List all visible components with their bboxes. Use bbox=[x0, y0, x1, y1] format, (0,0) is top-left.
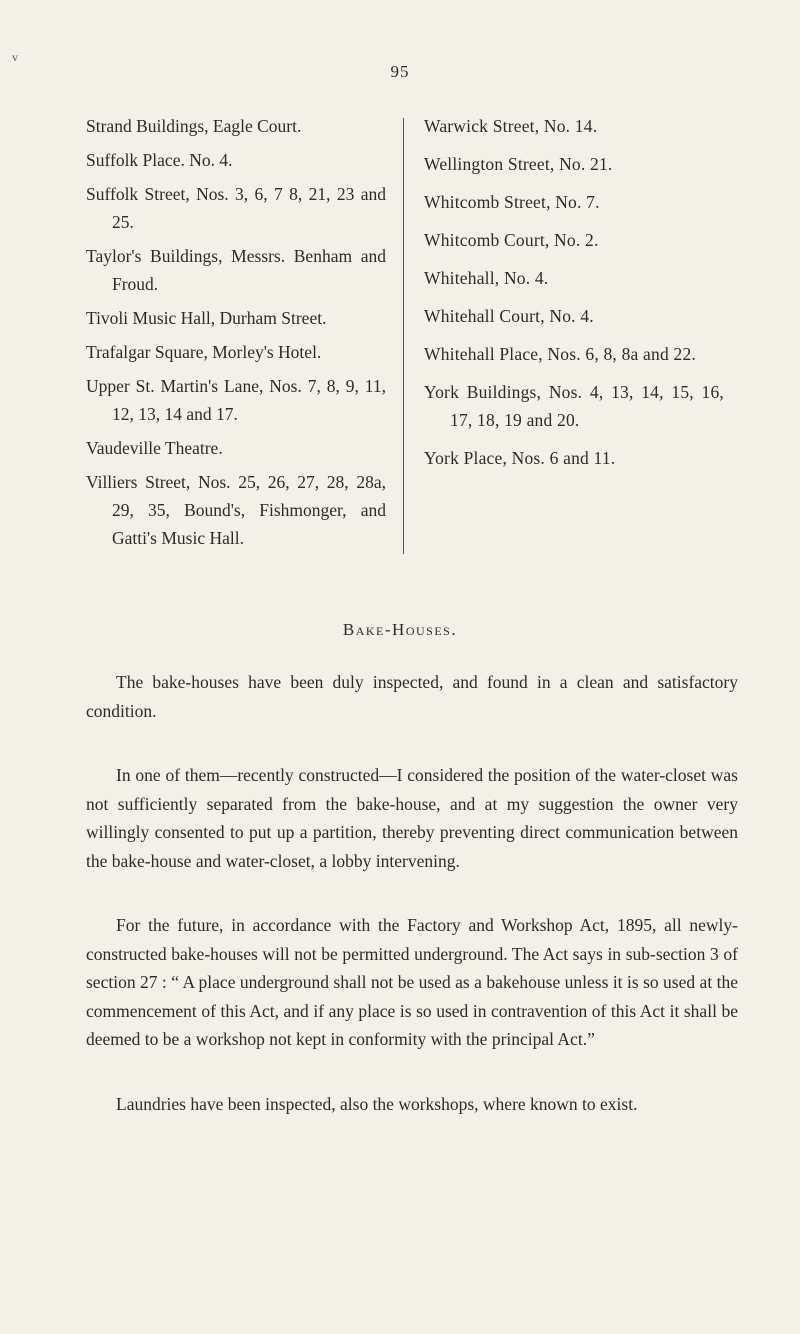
list-item: Strand Buildings, Eagle Court. bbox=[86, 116, 302, 136]
margin-mark: v bbox=[12, 50, 18, 64]
paragraph: Laundries have been inspected, also the workshops, where known to exist. bbox=[116, 1093, 638, 1114]
premises-list-right bbox=[424, 112, 724, 482]
list-item: York Place, Nos. 6 and 11. bbox=[424, 448, 616, 468]
list-item: Whitehall, No. 4. bbox=[424, 268, 549, 288]
list-item: Trafalgar Square, Morley's Hotel. bbox=[86, 342, 322, 362]
section-body bbox=[86, 668, 738, 1154]
list-item: Warwick Street, No. 14. bbox=[424, 116, 598, 136]
section-heading: Bake-Houses. bbox=[342, 620, 458, 639]
list-item: Taylor's Buildings, Messrs. Benham and Froud. bbox=[86, 246, 386, 294]
paragraph: For the future, in accordance with the Factory and Workshop Act, 1895, all newly-constructed bake-houses will not be permitted underground. The Act says in sub-section 3 of section 27 : “ A place underground shall not be used as a bakehouse unless it is so used at the commencement of this Act, and if any place is so used in contravention of this Act it shall be deemed to be a workshop not kept in conformity with the principal Act.” bbox=[86, 915, 738, 1049]
list-item: Wellington Street, No. 21. bbox=[424, 154, 613, 174]
list-item: Villiers Street, Nos. 25, 26, 27, 28, 28a, 29, 35, Bound's, Fishmonger, and Gatti's Music Hall. bbox=[86, 472, 386, 548]
list-item: Whitcomb Street, No. 7. bbox=[424, 192, 600, 212]
list-item: Vaudeville Theatre. bbox=[86, 438, 223, 458]
list-item: Tivoli Music Hall, Durham Street. bbox=[86, 308, 327, 328]
list-item: Suffolk Place. No. 4. bbox=[86, 150, 233, 170]
paragraph: In one of them—recently constructed—I considered the position of the water-closet was not sufficiently separated from the bake-house, and at my suggestion the owner very willingly consented to put up a partition, thereby preventing direct communication between the bake-house and water-closet, a lobby intervening. bbox=[86, 765, 738, 871]
list-item: Upper St. Martin's Lane, Nos. 7, 8, 9, 11, 12, 13, 14 and 17. bbox=[86, 376, 386, 424]
list-item: Whitcomb Court, No. 2. bbox=[424, 230, 599, 250]
list-item: Whitehall Place, Nos. 6, 8, 8a and 22. bbox=[424, 344, 696, 364]
list-item: York Buildings, Nos. 4, 13, 14, 15, 16, 17, 18, 19 and 20. bbox=[424, 382, 724, 430]
list-item: Whitehall Court, No. 4. bbox=[424, 306, 594, 326]
list-item: Suffolk Street, Nos. 3, 6, 7 8, 21, 23 and 25. bbox=[86, 184, 386, 232]
premises-list-left bbox=[86, 112, 386, 558]
paragraph: The bake-houses have been duly inspected, and found in a clean and satisfactory condition. bbox=[86, 672, 738, 721]
page-number: 95 bbox=[390, 62, 410, 81]
column-divider bbox=[403, 118, 404, 554]
